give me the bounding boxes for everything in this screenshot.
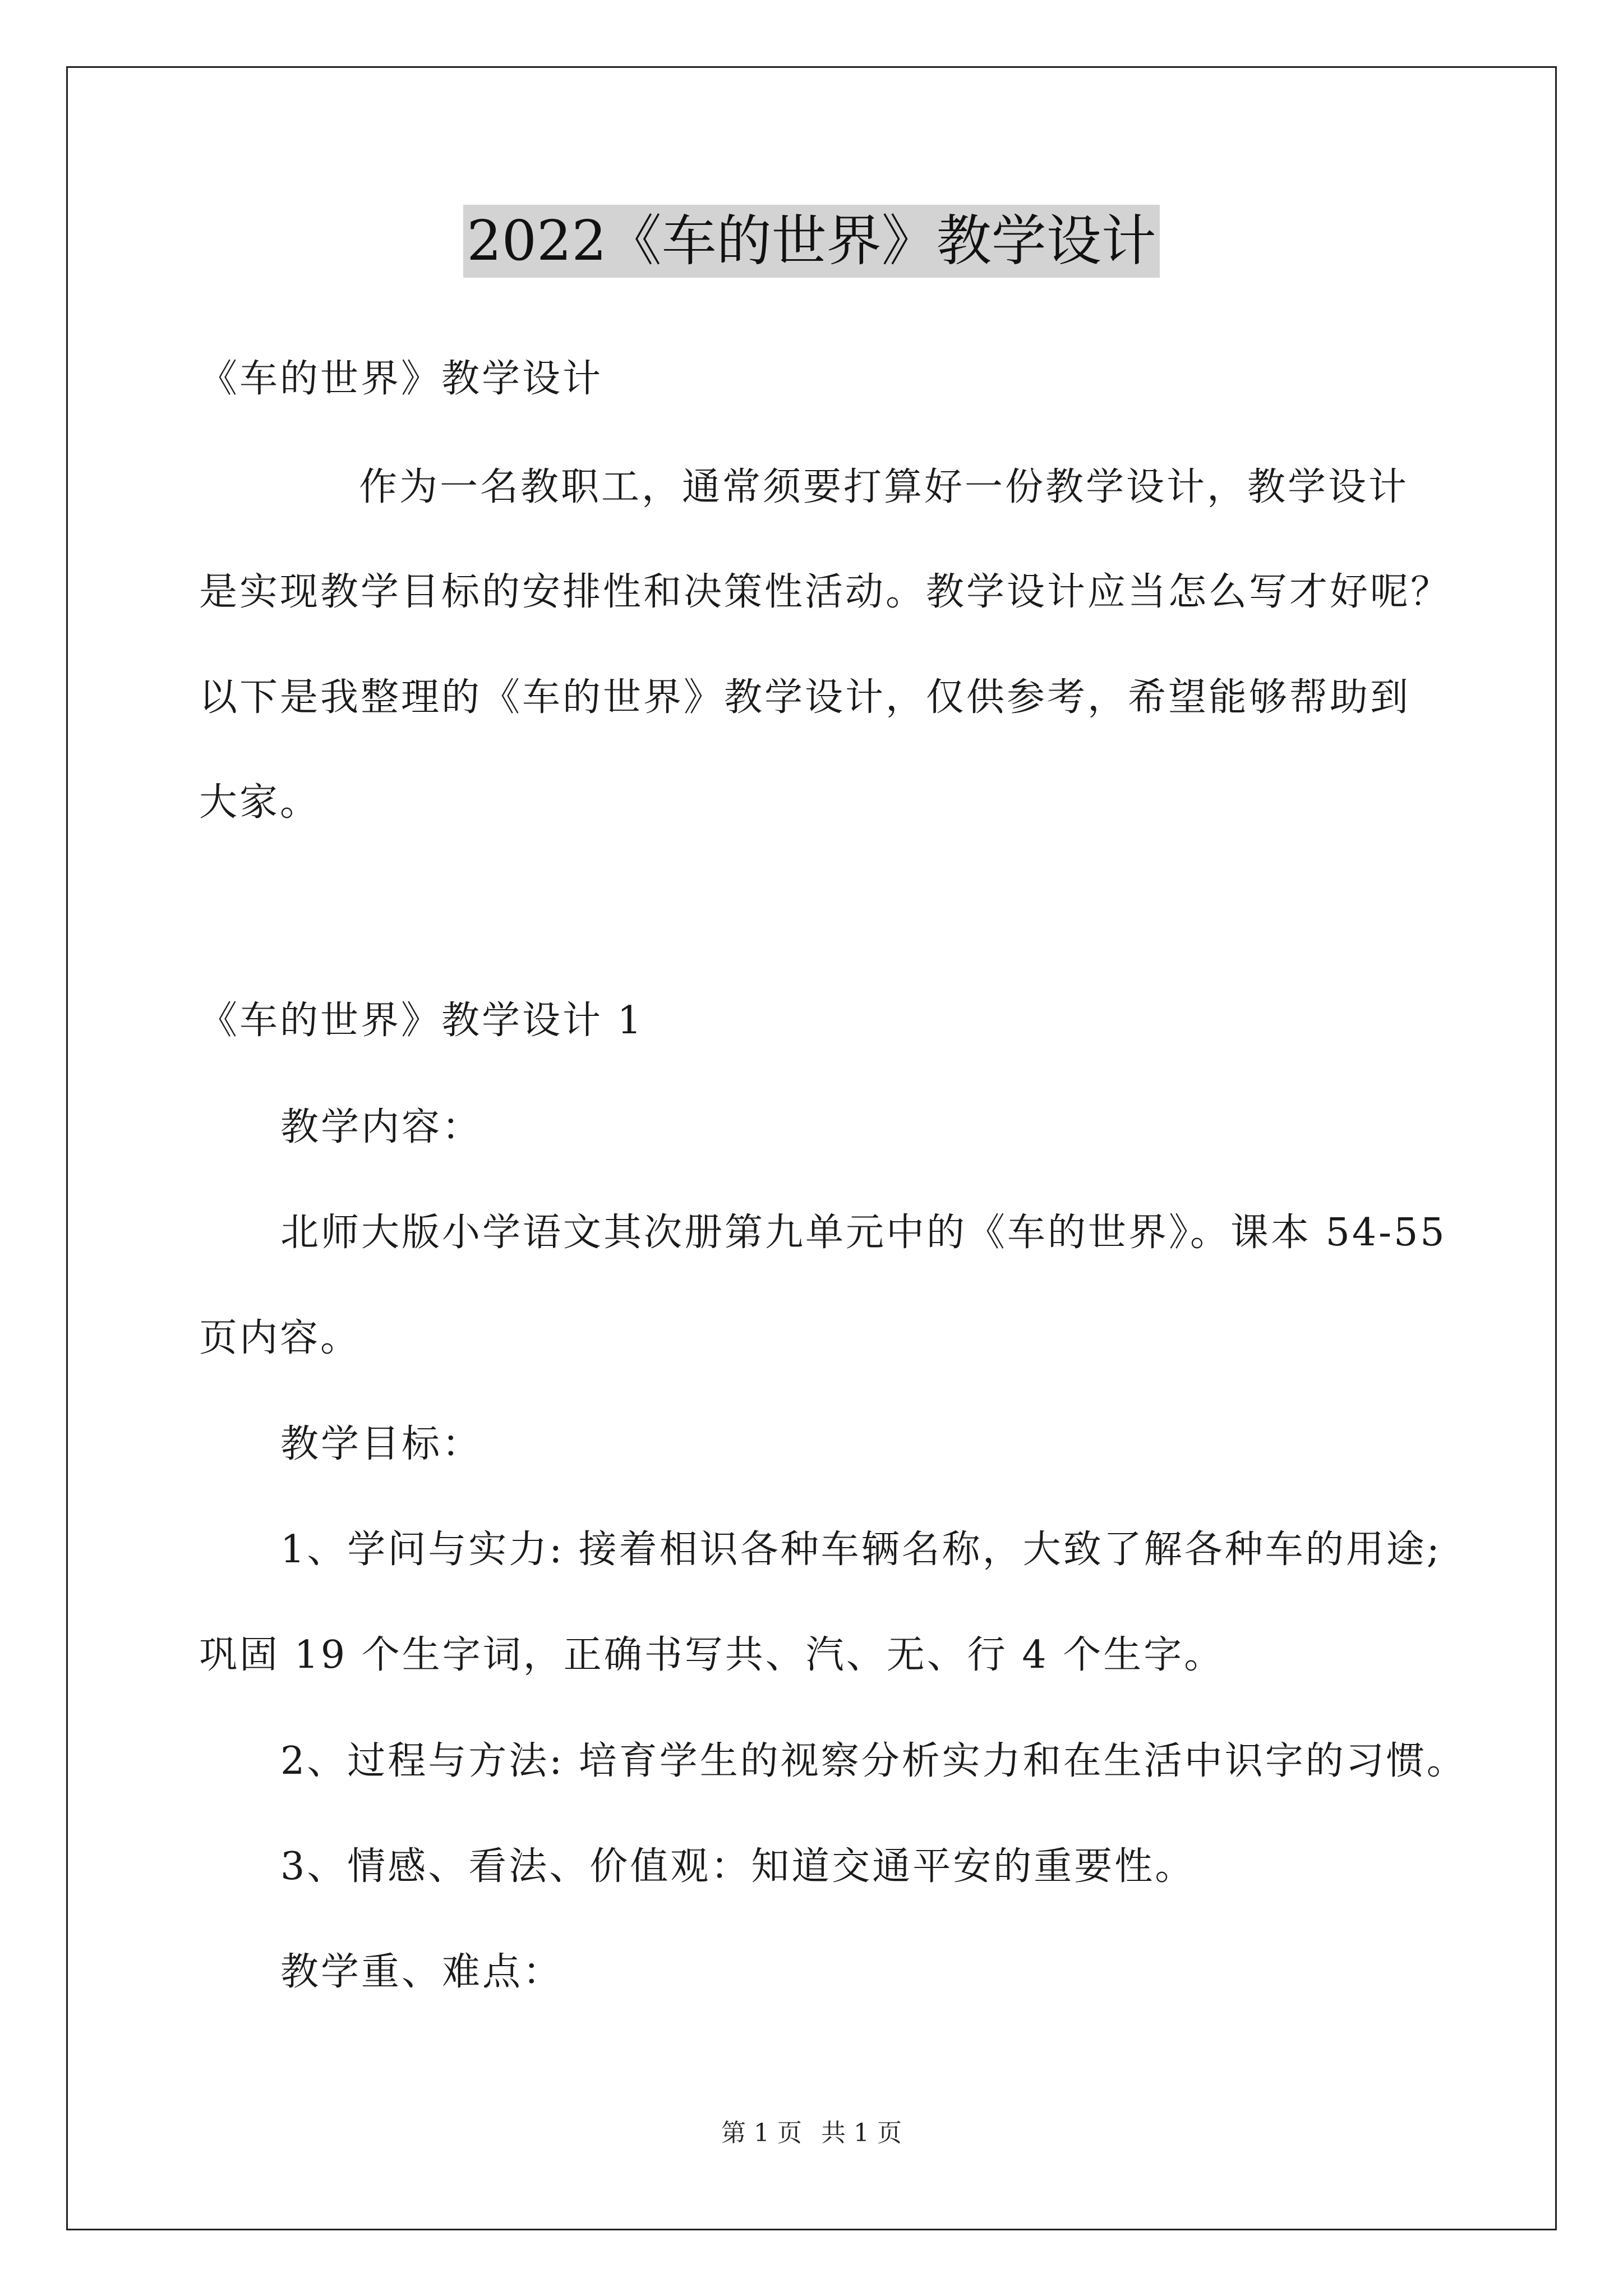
body-line-8: 3、情感、看法、价值观：知道交通平安的重要性。: [280, 1844, 1196, 1889]
page-total: 共 1 页: [821, 2119, 902, 2147]
page-footer: [0, 2118, 1623, 2149]
body-line-3: 页内容。: [199, 1316, 361, 1360]
body-line-6: 巩固 19 个生字词，正确书写共、汽、无、行 4 个生字。: [199, 1633, 1225, 1677]
intro-line-3: 以下是我整理的《车的世界》教学设计，仅供参考，希望能够帮助到: [199, 675, 1411, 720]
body-line-2: 北师大版小学语文其次册第九单元中的《车的世界》。课本 54-55: [280, 1211, 1447, 1255]
page-number: 第 1 页: [721, 2119, 802, 2147]
intro-line-2: 是实现教学目标的安排性和决策性活动。教学设计应当怎么写才好呢？: [199, 570, 1451, 614]
title-container: [0, 205, 1623, 278]
intro-line-4: 大家。: [199, 780, 321, 825]
document-title: 2022《车的世界》教学设计: [463, 205, 1159, 278]
intro-line-1: 作为一名教职工，通常须要打算好一份教学设计，教学设计: [359, 465, 1409, 509]
body-line-4: 教学目标：: [280, 1422, 483, 1466]
body-line-9: 教学重、难点：: [280, 1950, 564, 1994]
body-line-1: 教学内容：: [280, 1105, 483, 1149]
body-line-7: 2、过程与方法: 培育学生的视察分析实力和在生活中识字的习惯。: [280, 1739, 1467, 1783]
section-heading: 《车的世界》教学设计 1: [199, 999, 644, 1043]
body-line-5: 1、学问与实力: 接着相识各种车辆名称，大致了解各种车的用途;: [280, 1527, 1442, 1572]
document-subtitle: 《车的世界》教学设计: [199, 357, 603, 401]
